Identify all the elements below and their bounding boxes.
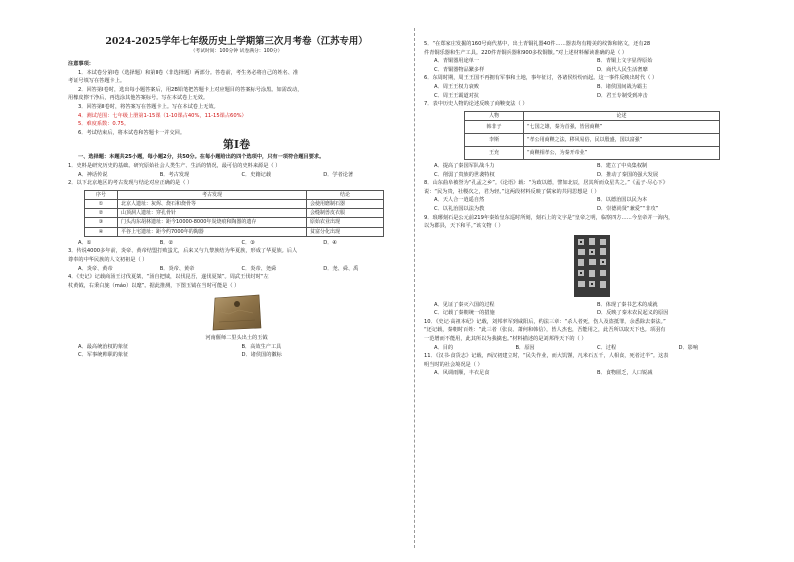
- question-2-options: [68, 239, 405, 248]
- notice-item: 2．回答第Ⅰ卷时，选出每小题答案后，用2B铅笔把答题卡上对应题目的答案标号涂黑。如需改动，: [78, 86, 303, 93]
- table-row: [85, 199, 384, 208]
- table-cell: ④: [85, 227, 118, 236]
- exam-title: 2024-2025学年七年级历史上学期第三次月考卷（江苏专用）: [105, 36, 368, 47]
- option: C．削弱了贵族的世袭特权: [434, 171, 495, 178]
- table-cell: 韩非子: [465, 120, 524, 133]
- option: A．风调雨顺，丰衣足食: [434, 370, 490, 377]
- option: D．商代人民生活奢靡: [597, 66, 648, 73]
- option: D．诸侯国的徽标: [241, 352, 282, 359]
- question-9-options: [424, 301, 760, 318]
- table-cell: 北京人遗址：灰烬、烧石和烧骨等: [118, 199, 307, 208]
- table-cell: 山顶洞人遗址：穿孔骨针: [118, 209, 307, 218]
- option: D．反映了秦末农民起义的原因: [597, 310, 669, 317]
- jade-axe-image: [209, 292, 265, 332]
- question-2-table: [84, 190, 384, 237]
- question-4-options: [68, 343, 405, 360]
- question-5-options: [424, 57, 760, 74]
- option: B．食物匮乏，人口锐减: [597, 370, 653, 377]
- question-5-stem: 5．“在郑家庄发掘的160号商代墓中，出土青铜礼器40件……器表均有精美的纹饰和铭文，还有28: [424, 41, 651, 47]
- option: A．目的: [434, 344, 454, 351]
- question-9-stem: 9．琅琊刻石是公元前219年秦始皇东巡时所刻，刻石上的文字是“皇帝之明，临察四方……今皇帝并一海内，: [424, 214, 674, 221]
- option: A．最高统治权的象征: [78, 343, 129, 350]
- question-2-stem: 2．以下北京地区的考古发现与结论对应正确的是（ ）: [68, 180, 193, 187]
- table-cell: 会缝制兽皮衣服: [307, 209, 384, 218]
- question-10-stem: 一范增而不能用，此其所以为我擒也。”材料描述的是刘邦得天下的（ ）: [424, 336, 587, 343]
- question-8-stem: 说：“民为贵，社稷次之，君为轻。”这两段材料反映了儒家的共同思想是（ ）: [424, 188, 600, 195]
- table-cell: 会使用磨制石器: [307, 199, 384, 208]
- question-4-stem: 杖黄钺，右秉白旄（máo）以麾”。据此推测，下图玉钺在当时可能是（ ）: [68, 282, 240, 289]
- table-cell: “商鞅相孝公，为秦开帝业”: [524, 146, 720, 159]
- question-10-stem: “还记载，秦朝时百姓：“此三者（张良、萧何和韩信），皆人杰也，吾能用之，此吾所以取天下也。项羽有: [424, 327, 666, 334]
- option: D．影响: [678, 344, 699, 351]
- option: A．天人合一逍遥自然: [434, 197, 485, 204]
- question-9-stem: 以为郡县，天下和平。”该文物（ ）: [424, 223, 504, 230]
- option: C．以礼治国以法为教: [434, 205, 485, 212]
- question-10-options: [424, 344, 760, 353]
- question-11-stem: 明当时的社会境况是（ ）: [424, 361, 483, 368]
- table-cell: ②: [85, 209, 118, 218]
- notice-item: 1．本试卷分第Ⅰ卷（选择题）和第Ⅱ卷（非选择题）两部分。答卷前，考生务必将自己的姓名、准: [78, 69, 299, 76]
- question-1-options: [68, 171, 405, 180]
- question-8-stem: 8．山东曲阜被誉为“孔孟之乡”。《论语》载：“为政以德，譬如北辰，居其所而众星共之。”《孟子·尽心下》: [424, 180, 668, 187]
- question-7-table: [464, 111, 720, 160]
- question-5-stem: 件青铜乐器和生产工具。220件青铜兵器和900多枚铜镞。”对上述材料解读准确的是（ ）: [424, 49, 628, 56]
- option: A．提高了秦国军队战斗力: [434, 162, 495, 169]
- table-header: 结论: [307, 190, 384, 199]
- option: C．军事统帅职的象征: [78, 352, 129, 359]
- option: A．炎帝、黄帝: [78, 265, 113, 272]
- table-row: [465, 133, 720, 146]
- question-11-stem: 11．《汉书·食货志》记载，西汉初建立时，“民失作业，而大饥馑，凡米石五千，人相食，死者过半”。这表: [424, 353, 669, 360]
- table-header: 论述: [524, 111, 720, 120]
- table-cell: ③: [85, 218, 118, 227]
- question-8-options: [424, 196, 760, 213]
- option: B．诸侯国间战为霸主: [597, 83, 648, 90]
- option: D．推动了秦国的强大发展: [597, 171, 659, 178]
- left-column: [68, 36, 405, 360]
- option: A．见证了秦灭六国的过程: [434, 301, 495, 308]
- option: D．④: [323, 239, 338, 246]
- question-6-options: [424, 83, 760, 100]
- table-row: [465, 146, 720, 159]
- option: D．崇德尚贤“兼爱”“非攻”: [597, 205, 659, 212]
- option: B．②: [159, 239, 174, 246]
- table-header: 考古发现: [118, 190, 307, 199]
- option: C．炎帝、尧舜: [241, 265, 277, 272]
- notice-item-scope: 4．测试范围：七年级上册第1-15课（1-10课占40%，11-15课占60%）: [78, 112, 247, 119]
- option: D．君王专制受到冲击: [597, 92, 648, 99]
- option: D．学者论著: [323, 171, 354, 178]
- table-row: [85, 209, 384, 218]
- table-row: [465, 120, 720, 133]
- option: A．①: [78, 239, 92, 246]
- question-10-stem: 10．《史记·高祖本纪》记载，刘邦率军到咸阳后，约法三章：“杀人者死，伤人及盗抵罪，余悉除去秦法。”: [424, 318, 666, 325]
- table-cell: “孝公用商鞅之法，移风易俗，民以殷盛，国以富强”: [524, 133, 720, 146]
- column-divider: [414, 28, 415, 548]
- option: C．史籍记载: [241, 171, 272, 178]
- question-4-image-caption: 河南偃师二里头出土的玉钺: [205, 335, 268, 342]
- option: B．体现了秦书艺术的成就: [597, 301, 658, 308]
- notice-item: 6．考试结束后，将本试卷和答题卡一并交回。: [78, 129, 186, 136]
- question-7-options: [424, 162, 760, 179]
- notice-item-difficulty: 5．难度系数：0.75。: [78, 121, 130, 128]
- exam-subtitle: （考试时间：100分钟 试卷满分：100分）: [190, 49, 283, 54]
- table-cell: 王充: [465, 146, 524, 159]
- option: C．过程: [597, 344, 617, 351]
- option: C．青铜器物品繁多样: [434, 66, 485, 73]
- section-title: 第Ⅰ卷: [222, 138, 251, 152]
- table-row: [85, 218, 384, 227]
- notice-heading: 注意事项：: [68, 61, 94, 67]
- table-cell: 平谷上宅遗址：距今约7000年的陶器: [118, 227, 307, 236]
- option: B．原因: [515, 344, 535, 351]
- table-cell: 贫富分化出现: [307, 227, 384, 236]
- table-cell: “七国之雄，秦为首强，皆因商鞅”: [524, 120, 720, 133]
- question-6-stem: 6．东周时期，周王王国不再拥有军事和土地，事年征讨，各诸侯纷纷而起。这一事件反映出时代（ ）: [424, 75, 658, 82]
- notice-item: 考证号填写在答题卡上。: [68, 78, 126, 85]
- section-intro: 一、选择题：本题共25小题，每小题2分，共50分。在每小题给出的四个选项中，只有一项符合题目要求。: [78, 154, 325, 161]
- option: B．炎帝、黄帝: [159, 265, 195, 272]
- question-7-stem: 7．表中历史人物的论述反映了商鞅变法（ ）: [424, 101, 528, 108]
- table-row: [85, 227, 384, 236]
- right-column: [424, 40, 760, 378]
- question-1-stem: 1．史料是研究历史的基础。研究原始社会人类生产、生活的情况，最可信的史料来源是（ ）: [68, 162, 281, 169]
- option: B．高效生产工具: [241, 343, 282, 350]
- option: A．青铜器用途单一: [434, 58, 480, 65]
- table-cell: 李斯: [465, 133, 524, 146]
- question-3-stem: 尊奉的中华民族的人文初祖是（ ）: [68, 256, 148, 263]
- option: A．周王王权力衰败: [434, 83, 480, 90]
- stone-inscription-image: [572, 233, 612, 299]
- table-cell: 门头沟东胡林遗址：距今10000-8000年炭烧痕和陶器的遗存: [118, 218, 307, 227]
- option: C．周王王霸道对抗: [434, 92, 480, 99]
- option: B．青铜上文字显得原始: [597, 58, 653, 65]
- option: B．以德治国以民为本: [597, 197, 648, 204]
- table-header: 序号: [85, 190, 118, 199]
- option: D．尧、舜、禹: [323, 265, 359, 272]
- notice-item: 用橡皮擦干净后，再选涂其他答案标号。写在本试卷上无效。: [68, 95, 209, 102]
- table-cell: ①: [85, 199, 118, 208]
- option: C．③: [241, 239, 255, 246]
- table-cell: 原始农业出现: [307, 218, 384, 227]
- option: B．考古发现: [159, 171, 190, 178]
- question-3-options: [68, 265, 405, 274]
- table-header: 人物: [465, 111, 524, 120]
- option: B．建立了中央集权制: [597, 162, 648, 169]
- question-11-options: [424, 369, 760, 378]
- option: C．记载了秦朝统一的措施: [434, 310, 495, 317]
- question-3-stem: 3．传说4000多年前，炎帝、黄帝结盟打败蚩尤，后来又与九黎族结为华夏族，形成了华夏族。后人: [68, 248, 298, 255]
- question-4-stem: 4．《史记》记载商汤王讨伐夏桀，“汤自把钺，以伐昆吾，遂伐夏桀”。周武王伐纣时“左: [68, 274, 269, 281]
- notice-item: 3．回答第Ⅱ卷时，将答案写在答题卡上。写在本试卷上无效。: [78, 103, 219, 110]
- option: A．神话传说: [78, 171, 108, 178]
